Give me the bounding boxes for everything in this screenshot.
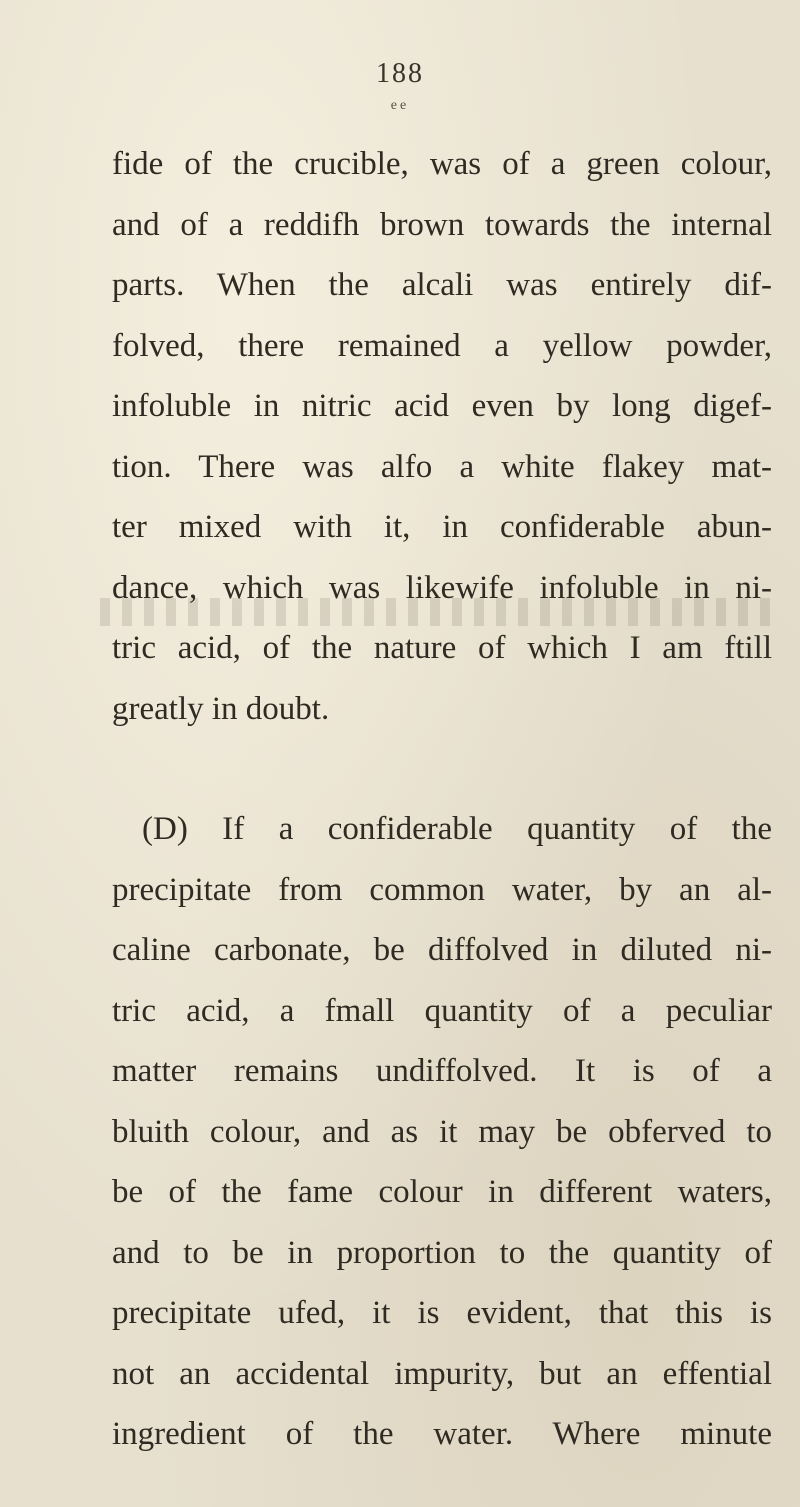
text-line: and to be in proportion to the quantity of [112, 1234, 772, 1271]
text-line: (D) If a confiderable quantity of the [142, 811, 772, 847]
text-line: folved, there remained a yellow powder, [112, 327, 772, 364]
paragraph-gap [112, 739, 772, 799]
text-line: not an accidental impurity, but an effential [112, 1355, 772, 1392]
text-line: ter mixed with it, in confiderable abun- [112, 509, 772, 545]
text-line: bluith colour, and as it may be obferved to [112, 1113, 772, 1150]
body-text [112, 134, 772, 1465]
text-line: precipitate from common water, by an al- [112, 871, 772, 908]
signature-mark: ee [390, 98, 410, 113]
text-line: tion. There was alfo a white flakey mat- [112, 448, 772, 485]
text-line: infoluble in nitric acid even by long digef- [112, 388, 772, 424]
text-line: dance, which was likewife infoluble in ni- [112, 569, 772, 606]
text-line: tric acid, of the nature of which I am ftill [112, 630, 772, 666]
paragraph-2 [112, 799, 772, 1465]
text-line: precipitate ufed, it is evident, that this is [112, 1295, 772, 1331]
text-line: matter remains undiffolved. It is of a [112, 1053, 772, 1089]
text-line: caline carbonate, be diffolved in diluted ni- [112, 932, 772, 968]
text-line: be of the fame colour in different waters, [112, 1174, 772, 1210]
text-line: and of a reddifh brown towards the internal [112, 206, 772, 243]
text-line: greatly in doubt. [112, 690, 330, 727]
text-line: ingredient of the water. Where minute [112, 1416, 772, 1452]
text-line: fide of the crucible, was of a green colour, [112, 146, 772, 182]
page-number: 188 [376, 58, 424, 89]
text-line: parts. When the alcali was entirely dif- [112, 267, 772, 303]
text-line: tric acid, a fmall quantity of a peculiar [112, 992, 772, 1029]
paragraph-1 [112, 134, 772, 739]
